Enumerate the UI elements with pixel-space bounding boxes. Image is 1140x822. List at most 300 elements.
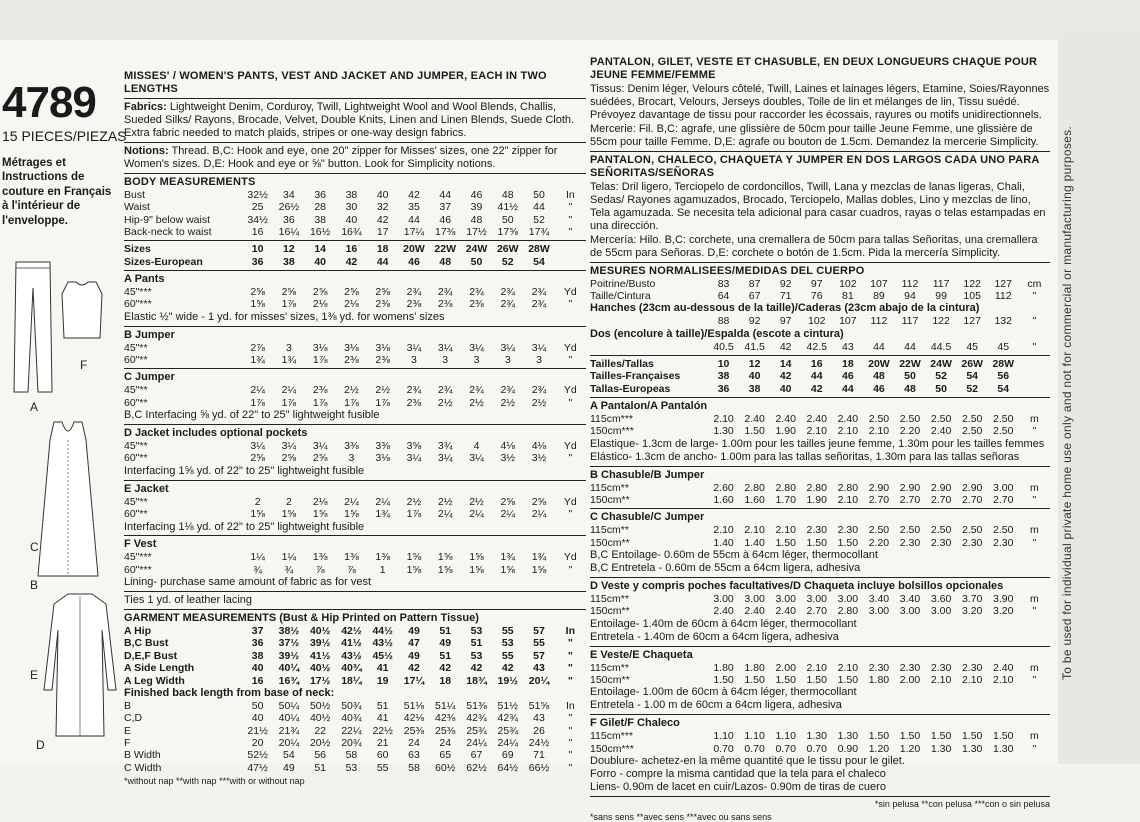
section-note: Elástico- 1.3cm de ancho- 1.00m para las tallas señoritas, 1.30m para las tallas señoras [590,451,1050,464]
table-cell: 52 [957,383,988,395]
table-cell: 60 [367,749,398,761]
section-note: B,C Entoilage- 0.60m de 55cm à 64cm léger, thermocollant [590,549,1050,562]
french-notions: Mercerie: Fil. B,C: agrafe, une glissière de 50cm pour taille Jeune Femme, une glissière de 55cm pour taille Femme. D,E: agrafe ou bouton de 1.5cm. Demandez la mercerie Simplicity. [590,123,1050,149]
table-cell: 2½ [367,384,398,396]
table-cell: 1⅝ [523,564,554,576]
table-cell: 2.40 [801,413,832,425]
section-note: Entoilage- 1.40m de 60cm à 64cm léger, thermocollant [590,618,1050,631]
yardage-table [124,342,586,367]
table-cell: 102 [801,315,832,327]
table-cell: 54 [273,749,304,761]
table-cell: 38 [739,383,770,395]
table-cell: 2.50 [957,524,988,536]
table-cell: 2⅛ [336,298,367,310]
hip-label: Hanches (23cm au-dessous de la taille)/Caderas (23cm abajo de la cintura) [590,302,1050,315]
table-cell: 43½ [367,637,398,649]
table-cell: 42 [398,662,429,674]
table-cell: 3 [461,354,492,366]
table-cell: 1¾ [242,354,273,366]
table-cell: 64 [708,290,739,302]
table-cell: 48 [492,189,523,201]
table-cell: 1¾ [367,508,398,520]
metric-yardage-section [590,717,1050,797]
row-label: 150cm** [590,605,708,617]
table-cell: 16½ [305,226,336,238]
table-cell: 1.30 [988,743,1019,755]
section-title: A Pantalon/A Pantalón [590,400,1050,413]
table-cell: 40¼ [273,662,304,674]
unit-cell: " [555,298,586,310]
table-cell: 1⅞ [273,397,304,409]
table-cell: 3⅜ [367,440,398,452]
table-cell: ⅞ [305,564,336,576]
table-cell: 38 [708,370,739,382]
table-cell: 4⅛ [492,440,523,452]
view-label-f: F [80,358,87,372]
table-cell: 2¾ [523,298,554,310]
table-cell: 57 [523,625,554,637]
table-cell: 2.90 [926,482,957,494]
table-cell: 2.70 [926,494,957,506]
table-cell: 2.10 [739,524,770,536]
table-cell: 20½ [305,737,336,749]
unit-cell: " [555,749,586,761]
table-cell: 32 [367,201,398,213]
table-row [124,496,586,508]
unit-cell: " [555,737,586,749]
section-title: A Pants [124,273,586,286]
usage-note: To be used for individual private home use only and not for commercial or manufacturing purposes. [1060,120,1100,680]
table-cell: 3¼ [523,342,554,354]
table-cell: 12 [273,243,304,255]
table-row [590,425,1050,437]
table-cell: 54 [523,256,554,268]
table-cell: 43 [523,712,554,724]
unit-cell: m [1019,524,1050,536]
unit-cell: " [555,712,586,724]
table-cell: 51¼ [430,700,461,712]
table-cell: 44 [801,370,832,382]
table-cell: 122 [957,278,988,290]
english-title: MISSES' / WOMEN'S PANTS, VEST AND JACKET AND JUMPER, EACH IN TWO LENGTHS [124,70,586,96]
table-cell: 1⅞ [367,397,398,409]
row-label: Poitrine/Busto [590,278,708,290]
table-cell: 3¼ [398,452,429,464]
table-cell: 3.00 [863,605,894,617]
metric-yardage-table [590,662,1050,687]
table-cell: 2¾ [523,384,554,396]
table-cell: 42.5 [801,341,832,353]
table-cell: 50 [461,256,492,268]
table-cell: 36 [242,256,273,268]
table-cell: 2⅝ [242,452,273,464]
table-cell: 1⅝ [461,564,492,576]
table-cell: 40½ [305,662,336,674]
table-cell: 22W [430,243,461,255]
table-cell: 1¾ [523,551,554,563]
table-cell: 46 [398,256,429,268]
table-row [590,494,1050,506]
table-cell: 56 [988,370,1019,382]
table-row [590,593,1050,605]
table-cell: 2¼ [461,508,492,520]
table-row [124,397,586,409]
row-label: 60"** [124,354,242,366]
table-cell: 2⅜ [336,354,367,366]
row-label: 115cm** [590,482,708,494]
table-cell: 25⅜ [398,725,429,737]
table-cell: 24 [430,737,461,749]
table-cell: 2¼ [242,384,273,396]
table-cell: 3 [430,354,461,366]
table-cell: 2⅝ [305,286,336,298]
table-cell: 2.10 [801,662,832,674]
table-cell: 41 [367,662,398,674]
table-cell: 1.20 [863,743,894,755]
table-cell: 2¾ [398,286,429,298]
table-cell: 3 [336,452,367,464]
table-row [124,551,586,563]
table-cell: 16¾ [273,675,304,687]
table-cell: 1.50 [739,674,770,686]
table-cell: 52 [523,214,554,226]
row-label: Tallas-Europeas [590,383,708,395]
table-cell: 17½ [461,226,492,238]
divider [124,535,586,536]
table-row [590,674,1050,686]
table-cell: 3.90 [988,593,1019,605]
table-cell: 3 [273,342,304,354]
table-cell: 2.90 [957,482,988,494]
table-cell: 40 [242,712,273,724]
table-cell: 3⅜ [336,440,367,452]
table-cell: 39 [461,201,492,213]
table-cell: 2.80 [832,482,863,494]
table-cell: 3⅛ [367,452,398,464]
unit-cell: " [555,675,586,687]
table-cell: 2.50 [957,413,988,425]
table-cell: 24W [926,358,957,370]
table-cell: 2¼ [492,508,523,520]
table-cell: 55 [492,625,523,637]
table-row [590,341,1050,353]
unit-cell: " [555,650,586,662]
table-cell: 2⅜ [398,298,429,310]
table-cell: 42 [430,662,461,674]
table-cell: 2.10 [770,524,801,536]
table-cell: 16 [242,226,273,238]
table-cell: 107 [832,315,863,327]
table-cell: 1.50 [957,730,988,742]
table-row [124,662,586,674]
table-cell: 2.20 [894,425,925,437]
table-cell: 2¾ [430,384,461,396]
unit-cell: " [1019,290,1050,302]
table-cell: 41½ [305,650,336,662]
table-cell: 2.10 [708,524,739,536]
table-cell: 3 [492,354,523,366]
unit-cell: " [1019,494,1050,506]
table-cell: 2½ [461,397,492,409]
section-note: Interfacing 1⅛ yd. of 22" to 25" lightweight fusible [124,521,586,534]
table-cell: 52 [492,256,523,268]
table-cell: 63 [398,749,429,761]
table-cell: 17¼ [398,226,429,238]
table-cell: 36 [242,637,273,649]
section-note: B,C Entretela - 0.60m de 55cm a 64cm ligera, adhesiva [590,562,1050,575]
table-row [590,290,1050,302]
table-row [124,700,586,712]
table-cell: 2⅝ [305,452,336,464]
metric-yardage-section [590,511,1050,578]
english-yardage-column [124,70,586,787]
table-cell: 17⅜ [430,226,461,238]
table-row [590,315,1050,327]
table-cell: 55 [523,637,554,649]
vest-sketch [58,280,106,340]
row-label: Sizes-European [124,256,242,268]
table-cell: 3½ [523,452,554,464]
table-cell: 1⅝ [398,551,429,563]
row-label: 115cm*** [590,413,708,425]
table-cell: 41½ [492,201,523,213]
table-cell: 14 [770,358,801,370]
hip-values [590,315,1050,327]
table-cell: 1.50 [832,674,863,686]
table-cell: 3.00 [832,593,863,605]
table-cell: 45½ [367,650,398,662]
table-cell: 20 [242,737,273,749]
divider [124,609,586,610]
table-cell: 2.00 [770,662,801,674]
table-cell: 3¼ [430,342,461,354]
table-cell: 1⅝ [430,564,461,576]
divider [590,646,1050,647]
view-label-d: D [36,738,45,752]
table-cell: 40¾ [336,662,367,674]
yardage-section [124,273,586,327]
yardage-section [124,538,586,592]
table-row [124,625,586,637]
table-cell: 1⅝ [492,564,523,576]
table-cell: 37 [430,201,461,213]
metric-sizes-table [590,358,1050,395]
section-title: E Veste/E Chaqueta [590,649,1050,662]
table-cell: 3¼ [430,452,461,464]
table-cell: 1⅜ [305,551,336,563]
table-cell: 2¾ [492,384,523,396]
table-cell: 22W [894,358,925,370]
section-note: Entretela - 1.00 m de 60cm a 64cm ligera, adhesiva [590,699,1050,712]
divider [590,397,1050,398]
table-cell: 18 [832,358,863,370]
yardage-table [124,440,586,465]
table-cell: 2.90 [863,482,894,494]
table-cell: 25¾ [492,725,523,737]
table-cell: 71 [523,749,554,761]
table-cell: 99 [926,290,957,302]
back-length-table [124,700,586,774]
table-cell: 3¼ [398,342,429,354]
table-cell: 2.30 [894,662,925,674]
table-cell: 2½ [492,397,523,409]
table-cell: 28 [305,201,336,213]
table-cell: 2⅝ [492,496,523,508]
table-cell: 2.10 [863,425,894,437]
table-cell: 4 [461,440,492,452]
table-cell: 2⅜ [367,354,398,366]
table-cell: 3⅝ [398,440,429,452]
table-cell: 38 [273,256,304,268]
table-cell: 37½ [273,637,304,649]
table-cell: 51 [367,700,398,712]
unit-cell [1019,358,1050,370]
table-row [124,675,586,687]
row-label: 115cm*** [590,730,708,742]
table-cell: 1.50 [863,730,894,742]
row-label: 45"*** [124,551,242,563]
table-cell: 2.10 [957,674,988,686]
row-label: 45"*** [124,286,242,298]
table-cell: 17 [367,226,398,238]
unit-cell: In [555,700,586,712]
table-cell: 2¼ [430,508,461,520]
unit-cell: In [555,189,586,201]
table-cell: 112 [894,278,925,290]
table-cell: 1.40 [708,537,739,549]
table-cell: 3.20 [988,605,1019,617]
spanish-fabrics: Telas: Dril ligero, Terciopelo de cordoncillos, Twill, Lana y mezclas de lanas ligeras, Chali, Sedas/ Rayones agamuzados, Brocado, Terciopelo, Mallas dobles, Lino y mezclas de lino, Tela agamuzada. Se necesita tela adicional para casar cuadros, rayas o telas estampadas en una dirección. [590,181,1050,233]
table-row [124,342,586,354]
table-cell: 2.20 [863,537,894,549]
table-row [124,749,586,761]
table-cell: 46 [461,189,492,201]
table-cell: 16 [336,243,367,255]
metric-yardage-section [590,580,1050,647]
unit-cell: m [1019,413,1050,425]
french-footnote: *sans sens **avec sens ***avec ou sans sens [590,812,1050,822]
table-row [124,712,586,724]
table-row [124,725,586,737]
divider [590,262,1050,263]
table-row [124,452,586,464]
table-cell: 2¾ [461,384,492,396]
table-cell: 71 [770,290,801,302]
row-label: Tailles-Françaises [590,370,708,382]
metric-body-table [590,278,1050,303]
table-cell: 2.40 [926,425,957,437]
table-cell: 2.10 [926,674,957,686]
table-cell: 132 [988,315,1019,327]
table-cell: 2.40 [739,605,770,617]
table-cell: 3¼ [273,440,304,452]
table-cell: 46 [863,383,894,395]
row-label: 115cm** [590,593,708,605]
table-cell: 2¾ [523,286,554,298]
table-cell: 1⅝ [461,551,492,563]
table-cell: 42 [461,662,492,674]
divider [124,480,586,481]
table-cell: 3 [398,354,429,366]
table-cell: 2.70 [801,605,832,617]
table-cell: 1¾ [492,551,523,563]
table-cell: 122 [926,315,957,327]
row-label: 150cm*** [590,425,708,437]
table-cell: 42½ [336,625,367,637]
table-cell: 54 [988,383,1019,395]
table-cell: 25 [242,201,273,213]
row-label: 45"** [124,342,242,354]
table-cell: 65 [430,749,461,761]
table-cell: 53 [461,625,492,637]
table-cell: 1.50 [801,537,832,549]
table-row [124,650,586,662]
table-cell: 2.10 [988,674,1019,686]
table-cell: 24¼ [492,737,523,749]
unit-cell [1019,383,1050,395]
row-label: C,D [124,712,242,724]
table-row [124,354,586,366]
table-cell: 88 [708,315,739,327]
table-cell: 2¼ [367,496,398,508]
table-cell: 20W [863,358,894,370]
table-cell: 2⅛ [305,496,336,508]
table-cell: 2.40 [832,413,863,425]
unit-cell: Yd [555,440,586,452]
fabrics-paragraph [124,101,586,140]
divider [590,355,1050,356]
table-cell: 1.50 [739,425,770,437]
table-cell: 38½ [273,625,304,637]
table-cell: 51½ [492,700,523,712]
table-row [590,358,1050,370]
table-cell: 49 [430,637,461,649]
table-cell: 1.50 [894,730,925,742]
table-cell: 2⅝ [367,286,398,298]
table-cell: 34½ [242,214,273,226]
table-cell: 46 [832,370,863,382]
unit-cell: " [555,564,586,576]
table-cell: 2.10 [832,494,863,506]
table-cell: 12 [739,358,770,370]
french-fabrics: Tissus: Denim léger, Velours côtelé, Twill, Laines et lainages légers, Etamine, Soies/Rayonnes suédées, Brocart, Velours, Jerseys doubles, Toile de lin et mélanges de lin, Tissu suédé. Prévoyez davantage de tissu pour raccorder les écossais, rayures ou motifs unidirectionnels. [590,83,1050,122]
table-cell: 1⅞ [398,508,429,520]
divider [590,508,1050,509]
table-cell: 2.50 [894,524,925,536]
unit-cell: " [1019,315,1050,327]
divider [124,173,586,174]
divider [124,424,586,425]
table-cell: 36 [273,214,304,226]
unit-cell: m [1019,482,1050,494]
unit-cell: Yd [555,342,586,354]
table-cell: 3.20 [957,605,988,617]
table-cell: 89 [863,290,894,302]
table-cell: 2.50 [988,425,1019,437]
table-cell: 16 [801,358,832,370]
row-label: 60"** [124,452,242,464]
row-label: 60"** [124,508,242,520]
table-cell: 1⅝ [273,508,304,520]
table-cell: 2.30 [926,662,957,674]
table-cell: 0.70 [739,743,770,755]
table-cell: 32½ [242,189,273,201]
table-cell: 1.80 [863,674,894,686]
unit-cell: " [555,354,586,366]
table-cell: 48 [894,383,925,395]
table-cell: 1⅝ [305,508,336,520]
table-cell: 2.50 [863,413,894,425]
